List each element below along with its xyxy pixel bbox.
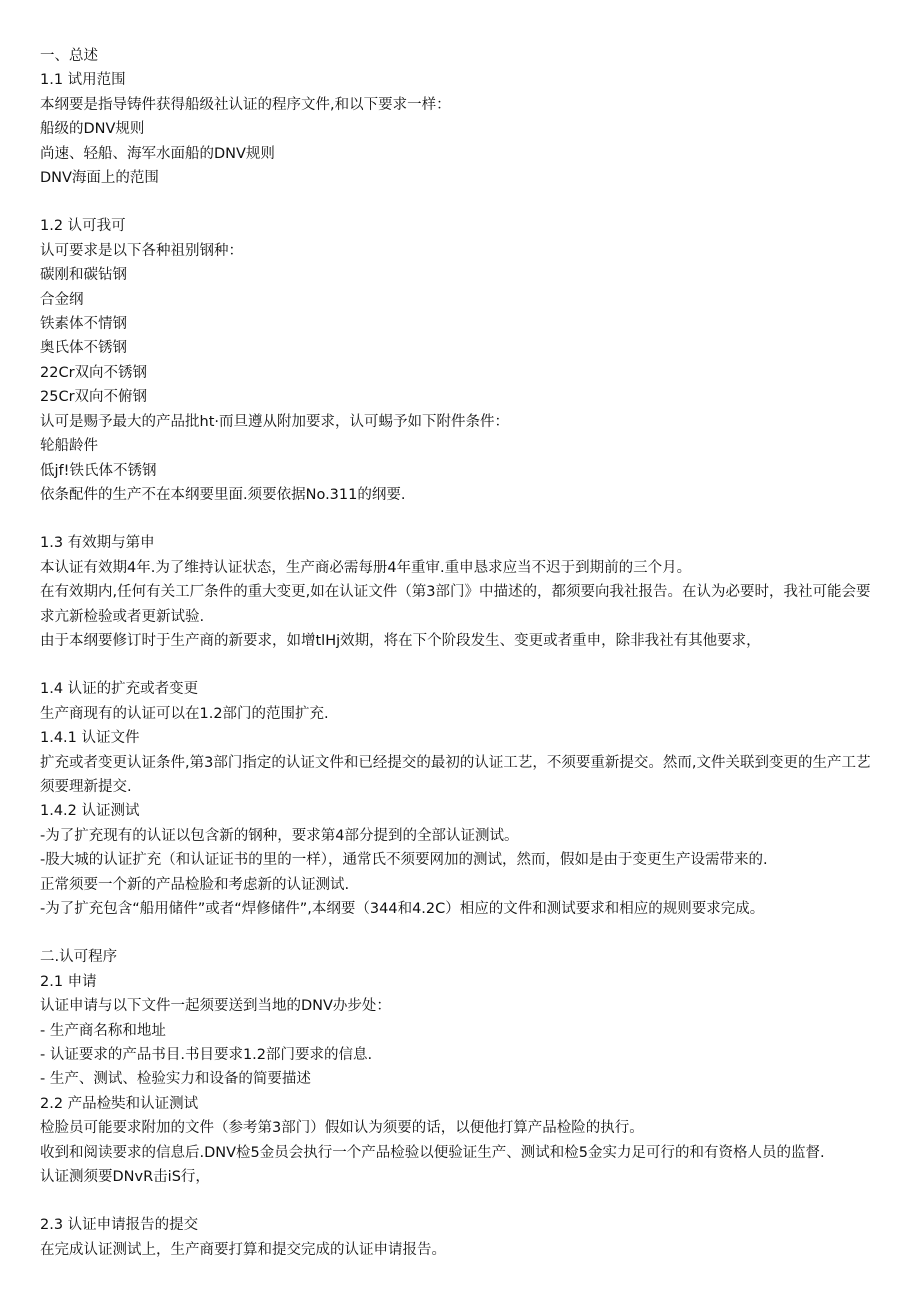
paragraph: -为了扩充包含“船用储件”或者“焊修储件”,本纲要（344和4.2C）相应的文件和测试要求和相应的规则要求完成。: [40, 901, 765, 917]
spacer: [40, 1189, 880, 1213]
list-item: 铁素体不情钢: [40, 316, 127, 333]
paragraph: 本纲要是指导铸件获得船级社认证的程序文件,和以下要求一样：: [40, 96, 451, 113]
section-1-4-2-heading: 1.4.2 认证测试: [40, 803, 140, 820]
spacer: [40, 190, 880, 214]
section-2-2-heading: 2.2 产品检奘和认证测试: [40, 1095, 199, 1112]
section-1-3-heading: 1.3 有效期与第申: [40, 535, 155, 552]
section-1-1-heading: 1.1 试用范围: [40, 72, 126, 89]
spacer: [40, 921, 880, 945]
paragraph: -股大城的认证扩充（和认证证书的里的一样），通常氏不须要网加的测试，然而，假如是由于变更生产设需带来的.: [40, 852, 768, 869]
section-1-2-heading: 1.2 认可我可: [40, 218, 126, 235]
paragraph: 依条配件的生产不在本纲要里面.须要依据No.311的纲要.: [40, 486, 406, 503]
list-item: 碳刚和碳钻钢: [40, 267, 127, 284]
list-item: 船级的DNV规则: [40, 121, 145, 138]
list-item: 奥氏体不锈钢: [40, 340, 127, 357]
paragraph: 认可是赐予最大的产品批ht·而旦遵从附加要求，认可蜴予如下附件条件：: [40, 413, 509, 430]
list-item: 低jf!铁氏体不锈钢: [40, 462, 157, 479]
paragraph: 正常须要一个新的产品检脸和考虑新的认证测试.: [40, 876, 350, 893]
paragraph: 认可要求是以下各种祖别钢种：: [40, 242, 243, 259]
paragraph: 在有效期内,任何有关工厂条件的重大变更,如在认证文件（第3部门》中描述的，都须要向我社报告。在认为必要时，我社可能会要求亢新检验或者更新试验.: [40, 584, 871, 625]
section-1-title: 一、总述: [40, 48, 98, 64]
paragraph: 认证测须要DNvR击iS行，: [40, 1169, 210, 1186]
spacer: [40, 653, 880, 677]
list-item: DNV海面上的范围: [40, 170, 159, 187]
list-item: 轮船龄件: [40, 438, 98, 455]
paragraph: 本认证有效期4年.为了维持认证状态，生产商必需每册4年重审.重申恳求应当不迟于到期前的三个月。: [40, 559, 692, 576]
paragraph: 扩充或者变更认证条件,第3部门指定的认证文件和已经提交的最初的认证工艺，不须要重新提交。然而,文件关联到变更的生产工艺须要理新提交.: [40, 754, 871, 795]
paragraph: 由于本纲要修订时于生产商的新要求，如增tlHj效期，将在下个阶段发生、变更或者重申，除非我社有其他要求，: [40, 632, 761, 649]
section-2-1-heading: 2.1 申请: [40, 973, 97, 990]
section-1-4-heading: 1.4 认证的扩充或者变更: [40, 681, 199, 698]
paragraph: -为了扩充现有的认证以包含新的钢种，要求第4部分提到的全部认证测试。: [40, 827, 519, 844]
list-item: 合金纲: [40, 291, 84, 308]
document-page: [40, 44, 880, 1262]
list-item: 尚速、轻船、海军水面船的DNV规则: [40, 145, 275, 162]
spacer: [40, 507, 880, 531]
list-item: - 生产商名称和地址: [40, 1022, 166, 1039]
list-item: 22Cr双向不锈钢: [40, 364, 148, 381]
paragraph: 收到和阅读要求的信息后.DNV检5金员会执行一个产品检验以便验证生产、测试和检5金实力足可行的和有资格人员的监督.: [40, 1144, 825, 1161]
paragraph: 检脸员可能要求附加的文件（参考第3部门）假如认为须要的话，以便他打算产品检险的执行。: [40, 1120, 644, 1137]
list-item: - 生产、测试、检验实力和设备的简要描述: [40, 1071, 311, 1088]
section-1-4-1-heading: 1.4.1 认证文件: [40, 730, 140, 747]
list-item: - 认证要求的产品书目.书目要求1.2部门要求的信息.: [40, 1047, 373, 1064]
section-2-3-heading: 2.3 认证申请报告的提交: [40, 1217, 199, 1234]
paragraph: 认证申请与以下文件一起须要送到当地的DNV办步处：: [40, 998, 391, 1015]
list-item: 25Cr双向不俯钢: [40, 389, 148, 406]
section-2-title: 二.认可程序: [40, 949, 118, 966]
paragraph: 生产商现有的认证可以在1.2部门的范围扩充.: [40, 705, 329, 722]
paragraph: 在完成认证测试上，生产商要打算和提交完成的认证申请报告。: [40, 1241, 446, 1258]
